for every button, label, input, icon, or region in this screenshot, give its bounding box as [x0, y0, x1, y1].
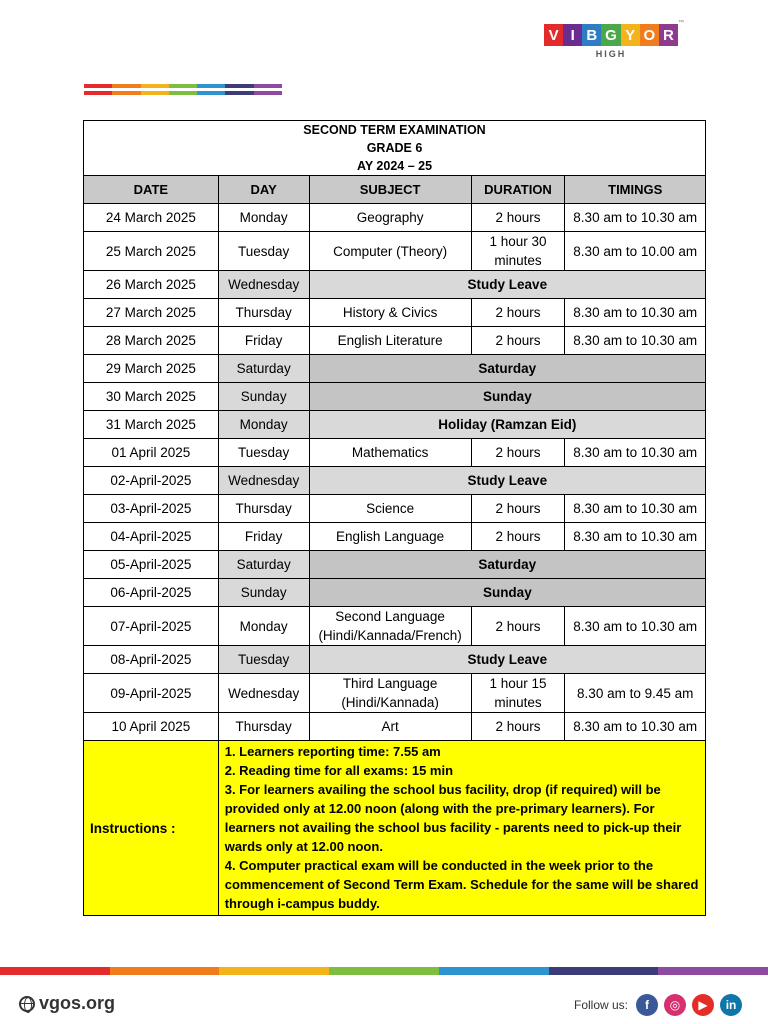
follow-us-label: Follow us: [574, 998, 629, 1012]
stripe-segment [549, 967, 659, 975]
stripe-segment [84, 84, 112, 88]
day-cell: Sunday [218, 383, 309, 411]
date-cell: 10 April 2025 [84, 713, 219, 741]
instagram-icon[interactable]: ◎ [664, 994, 686, 1016]
globe-icon [19, 996, 35, 1012]
day-cell: Sunday [218, 579, 309, 607]
stripe-segment [112, 91, 140, 95]
day-cell: Monday [218, 607, 309, 646]
day-cell: Monday [218, 204, 309, 232]
duration-cell: 2 hours [471, 607, 565, 646]
table-row [84, 299, 706, 327]
timing-cell: 8.30 am to 10.30 am [565, 495, 706, 523]
logo-wordmark [544, 24, 678, 46]
merged-note-cell: Sunday [309, 579, 705, 607]
subject-cell: Second Language (Hindi/Kannada/French) [309, 607, 471, 646]
day-cell: Monday [218, 411, 309, 439]
stripe-segment [254, 91, 282, 95]
day-cell: Saturday [218, 355, 309, 383]
stripe-segment [254, 84, 282, 88]
logo-letter: O [640, 24, 659, 46]
table-row [84, 383, 706, 411]
stripe-segment [329, 967, 439, 975]
table-row [84, 355, 706, 383]
logo-letter: Y [621, 24, 640, 46]
duration-cell: 2 hours [471, 204, 565, 232]
subject-cell: Science [309, 495, 471, 523]
instructions-label: Instructions : [84, 741, 219, 916]
stripe-segment [197, 91, 225, 95]
subject-cell: Geography [309, 204, 471, 232]
social-links [574, 994, 742, 1016]
day-cell: Thursday [218, 299, 309, 327]
date-cell: 31 March 2025 [84, 411, 219, 439]
stripe-segment [169, 91, 197, 95]
instruction-item: 4. Computer practical exam will be conducted in the week prior to the commencement of Second Term Exam. Schedule for the same will be shared through i-campus buddy. [224, 858, 699, 911]
duration-cell: 1 hour 15 minutes [471, 674, 565, 713]
table-row [84, 551, 706, 579]
stripe-segment [439, 967, 549, 975]
table-row [84, 495, 706, 523]
subject-cell: History & Civics [309, 299, 471, 327]
logo-letter: G [601, 24, 620, 46]
date-cell: 02-April-2025 [84, 467, 219, 495]
logo-letter: V [544, 24, 563, 46]
timing-cell: 8.30 am to 9.45 am [565, 674, 706, 713]
duration-cell: 2 hours [471, 327, 565, 355]
table-title-row [84, 121, 706, 176]
column-header-row [84, 176, 706, 204]
logo-subtitle: HIGH [595, 49, 627, 59]
day-cell: Tuesday [218, 646, 309, 674]
timing-cell: 8.30 am to 10.30 am [565, 299, 706, 327]
date-cell: 09-April-2025 [84, 674, 219, 713]
stripe-segment [110, 967, 220, 975]
timing-cell: 8.30 am to 10.30 am [565, 607, 706, 646]
exam-schedule-table [83, 120, 706, 916]
instruction-item: 1. Learners reporting time: 7.55 am [224, 744, 441, 759]
logo-letter: I [563, 24, 582, 46]
merged-note-cell: Study Leave [309, 646, 705, 674]
stripe-segment [141, 84, 169, 88]
table-row [84, 204, 706, 232]
date-cell: 08-April-2025 [84, 646, 219, 674]
table-row [84, 579, 706, 607]
stripe-segment [658, 967, 768, 975]
website-link[interactable] [19, 993, 115, 1014]
date-cell: 28 March 2025 [84, 327, 219, 355]
stripe-segment [169, 84, 197, 88]
day-cell: Tuesday [218, 232, 309, 271]
column-header-timings: TIMINGS [565, 176, 706, 204]
instructions-row [84, 741, 706, 916]
subject-cell: Computer (Theory) [309, 232, 471, 271]
stripe-segment [84, 91, 112, 95]
column-header-day: DAY [218, 176, 309, 204]
subject-cell: Third Language (Hindi/Kannada) [309, 674, 471, 713]
table-row [84, 646, 706, 674]
date-cell: 03-April-2025 [84, 495, 219, 523]
merged-note-cell: Study Leave [309, 271, 705, 299]
footer-color-stripe [0, 967, 768, 975]
subject-cell: Mathematics [309, 439, 471, 467]
instruction-item: 2. Reading time for all exams: 15 min [224, 763, 454, 778]
stripe-segment [225, 84, 253, 88]
date-cell: 04-April-2025 [84, 523, 219, 551]
table-row [84, 439, 706, 467]
day-cell: Saturday [218, 551, 309, 579]
logo-letter: B [582, 24, 601, 46]
stripe-segment [141, 91, 169, 95]
instructions-body [218, 741, 705, 916]
day-cell: Wednesday [218, 674, 309, 713]
exam-title: SECOND TERM EXAMINATION [303, 123, 486, 137]
vibgyor-logo: V I B G Y O R HIGH ™ [544, 24, 678, 59]
stripe-segment [112, 84, 140, 88]
merged-note-cell: Study Leave [309, 467, 705, 495]
table-row [84, 271, 706, 299]
duration-cell: 2 hours [471, 439, 565, 467]
day-cell: Thursday [218, 713, 309, 741]
subject-cell: English Language [309, 523, 471, 551]
table-row [84, 327, 706, 355]
date-cell: 24 March 2025 [84, 204, 219, 232]
column-header-date: DATE [84, 176, 219, 204]
duration-cell: 1 hour 30 minutes [471, 232, 565, 271]
date-cell: 27 March 2025 [84, 299, 219, 327]
stripe-segment [225, 91, 253, 95]
column-header-subject: SUBJECT [309, 176, 471, 204]
table-row [84, 411, 706, 439]
header-color-stripes [84, 84, 282, 98]
subject-cell: English Literature [309, 327, 471, 355]
table-row [84, 713, 706, 741]
stripe-segment [219, 967, 329, 975]
academic-year: AY 2024 – 25 [356, 159, 433, 173]
date-cell: 05-April-2025 [84, 551, 219, 579]
date-cell: 26 March 2025 [84, 271, 219, 299]
facebook-icon[interactable]: f [636, 994, 658, 1016]
day-cell: Friday [218, 523, 309, 551]
stripe-segment [197, 84, 225, 88]
table-row [84, 467, 706, 495]
duration-cell: 2 hours [471, 713, 565, 741]
logo-letter: R [659, 24, 678, 46]
table-row [84, 232, 706, 271]
timing-cell: 8.30 am to 10.30 am [565, 439, 706, 467]
timing-cell: 8.30 am to 10.30 am [565, 713, 706, 741]
date-cell: 29 March 2025 [84, 355, 219, 383]
duration-cell: 2 hours [471, 495, 565, 523]
subject-cell: Art [309, 713, 471, 741]
day-cell: Thursday [218, 495, 309, 523]
stripe-segment [0, 967, 110, 975]
instruction-item: 3. For learners availing the school bus facility, drop (if required) will be provided only at 12.00 noon (along with the pre-primary learners). For learners not availing the school bus facility - parents need to pick-up their wards only at 12.00 noon. [224, 782, 682, 854]
day-cell: Friday [218, 327, 309, 355]
date-cell: 30 March 2025 [84, 383, 219, 411]
table-row [84, 607, 706, 646]
column-header-duration: DURATION [471, 176, 565, 204]
table-row [84, 674, 706, 713]
date-cell: 06-April-2025 [84, 579, 219, 607]
merged-note-cell: Sunday [309, 383, 705, 411]
timing-cell: 8.30 am to 10.00 am [565, 232, 706, 271]
grade-label: GRADE 6 [366, 141, 423, 155]
duration-cell: 2 hours [471, 299, 565, 327]
website-text[interactable]: vgos.org [39, 993, 116, 1013]
day-cell: Wednesday [218, 467, 309, 495]
date-cell: 25 March 2025 [84, 232, 219, 271]
timing-cell: 8.30 am to 10.30 am [565, 523, 706, 551]
day-cell: Tuesday [218, 439, 309, 467]
duration-cell: 2 hours [471, 523, 565, 551]
timing-cell: 8.30 am to 10.30 am [565, 327, 706, 355]
merged-note-cell: Saturday [309, 355, 705, 383]
date-cell: 01 April 2025 [84, 439, 219, 467]
linkedin-icon[interactable]: in [720, 994, 742, 1016]
table-row [84, 523, 706, 551]
youtube-icon[interactable]: ▶ [692, 994, 714, 1016]
merged-note-cell: Holiday (Ramzan Eid) [309, 411, 705, 439]
date-cell: 07-April-2025 [84, 607, 219, 646]
timing-cell: 8.30 am to 10.30 am [565, 204, 706, 232]
day-cell: Wednesday [218, 271, 309, 299]
merged-note-cell: Saturday [309, 551, 705, 579]
